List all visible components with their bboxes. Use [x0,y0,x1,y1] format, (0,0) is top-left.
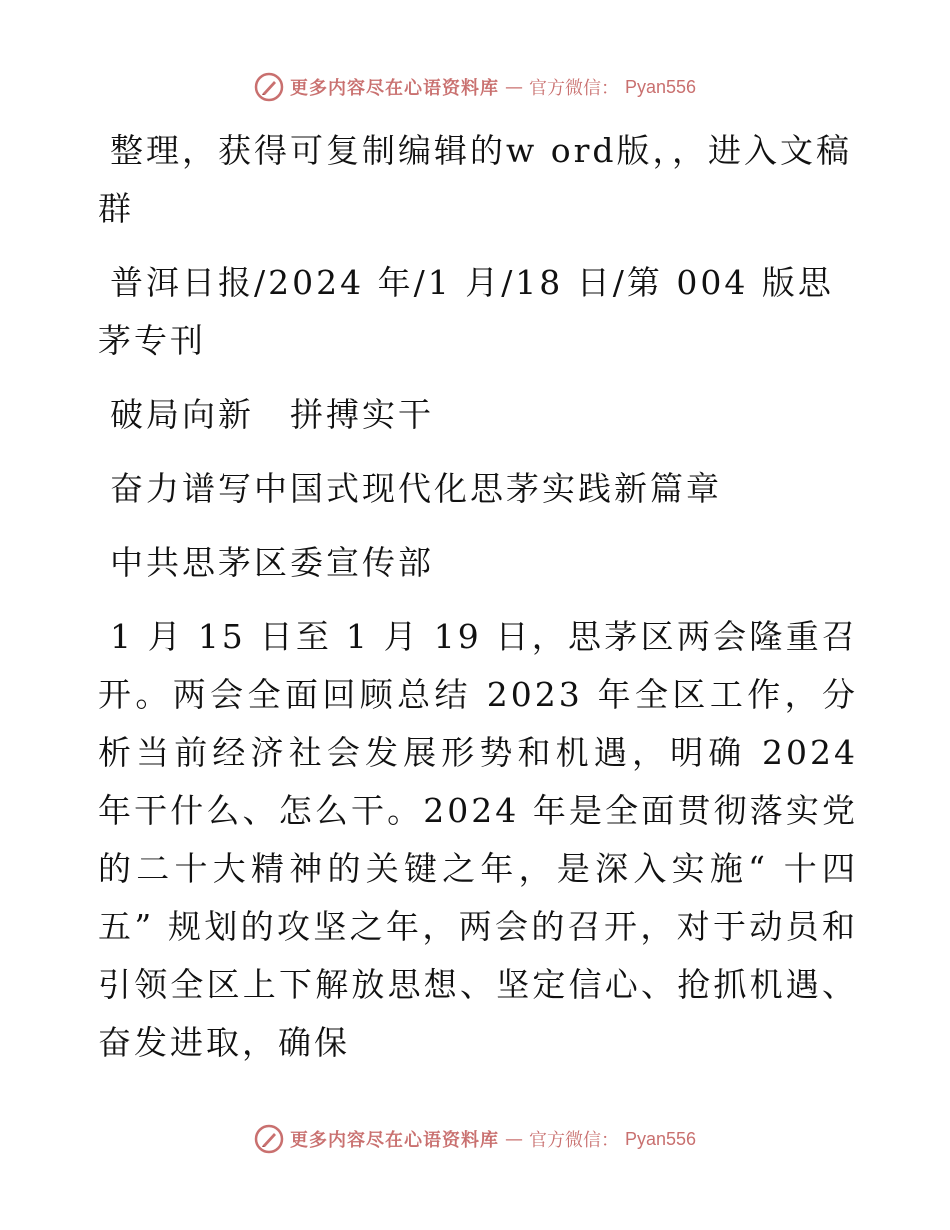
intro-note: 整理，获得可复制编辑的w ord版，，进入文稿群 [98,131,853,228]
footer-watermark [0,1124,950,1154]
article-author: 中共思茅区委宣传部 [110,543,434,582]
article-title-line-2: 奋力谱写中国式现代化思茅实践新篇章 [110,469,722,508]
pen-logo-icon [254,72,284,102]
article-body-paragraph: 1 月 15 日至 1 月 19 日，思茅区两会隆重召开。两会全面回顾总结 2023 年全区工作，分析当前经济社会发展形势和机遇，明确 2024 年干什么、怎么干。2024 年是全面贯彻落实党的二十大精神的关键之年，是深入实施“ 十四五” 规划的攻坚之年，两会的召开，对于动员和引领全区上下解放思想、坚定信心、抢抓机遇、奋发进取，确保 [98,617,858,1062]
header-watermark [0,72,950,102]
watermark-site: 更多内容尽在心语资料库 [289,78,499,99]
source-line: 普洱日报/2024 年/1 月/18 日/第 004 版思茅专刊 [98,263,834,360]
document-content [98,122,858,1088]
pen-logo-icon [254,1124,284,1154]
watermark-id: Pyan556 [624,76,697,97]
watermark-site: 更多内容尽在心语资料库 [289,1130,499,1151]
watermark-dash: — [504,76,523,98]
article-title-line-1: 破局向新 拼搏实干 [110,395,434,434]
watermark-id: Pyan556 [624,1128,697,1149]
watermark-label: 官方微信： [528,78,619,99]
watermark-label: 官方微信： [528,1130,619,1151]
watermark-dash: — [504,1128,523,1150]
